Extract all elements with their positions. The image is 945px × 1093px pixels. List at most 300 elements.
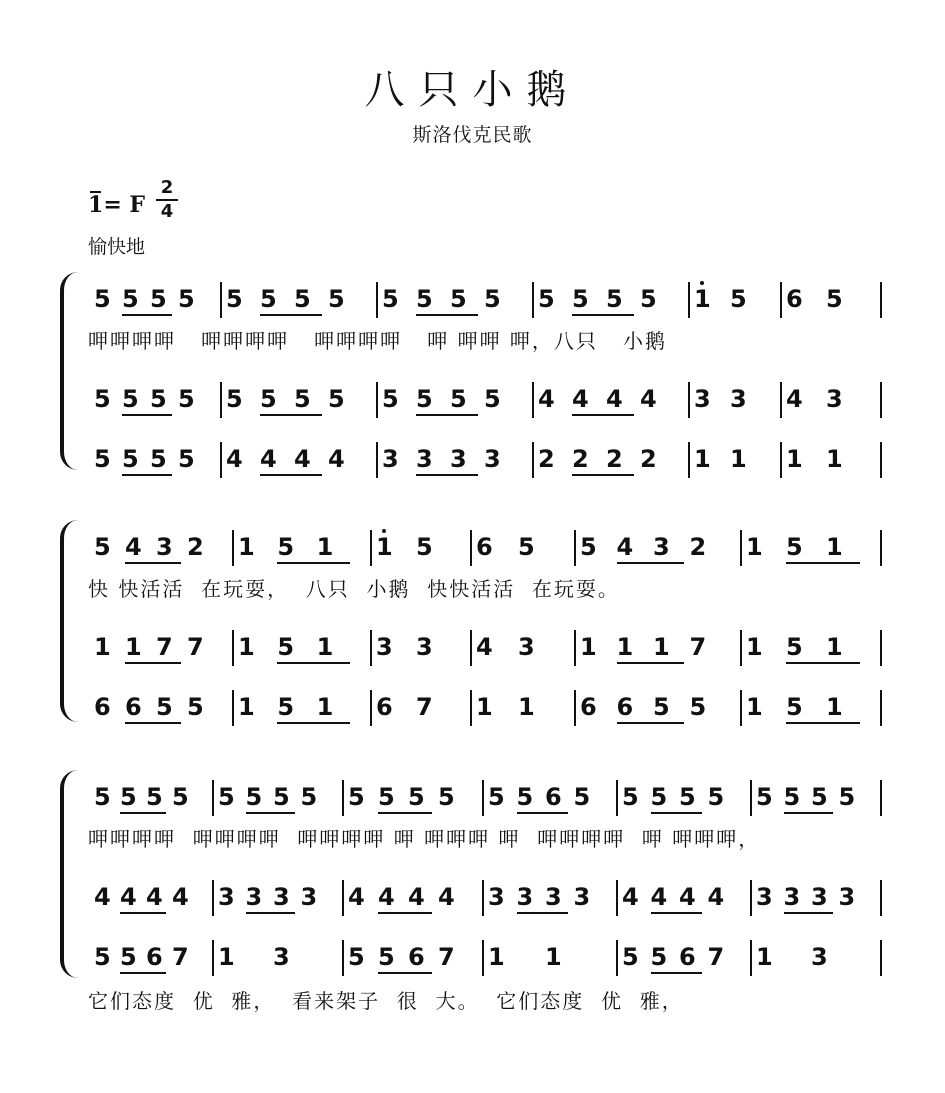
barline [616, 940, 618, 976]
note: 5 [150, 285, 167, 313]
measure [616, 778, 750, 818]
note: 5 [416, 285, 433, 313]
barline [482, 940, 484, 976]
barline [750, 780, 752, 816]
measure [88, 440, 220, 480]
beam [246, 812, 295, 814]
barline [750, 940, 752, 976]
note: 5 [408, 783, 425, 811]
note: 5 [640, 285, 657, 313]
note: 4 [226, 445, 243, 473]
barline [212, 880, 214, 916]
barline [740, 690, 742, 726]
note: 3 [488, 883, 505, 911]
note: 3 [484, 445, 501, 473]
note: 5 [580, 533, 597, 561]
barline [370, 690, 372, 726]
note: 3 [545, 883, 562, 911]
measure [232, 628, 370, 668]
beam [416, 414, 478, 416]
note: 5 [786, 533, 803, 561]
note: 1 [316, 633, 334, 661]
note: 5 [450, 385, 467, 413]
barline [616, 880, 618, 916]
note: 3 [245, 883, 263, 911]
barline [688, 442, 690, 478]
measure [470, 628, 574, 668]
note: 2 [538, 445, 555, 473]
beam [277, 722, 350, 724]
beam [651, 972, 702, 974]
beam [246, 912, 295, 914]
measure [470, 688, 574, 728]
key-degree: 1 [88, 192, 104, 218]
beam [416, 314, 478, 316]
note: 3 [516, 883, 534, 911]
note: 5 [786, 693, 803, 721]
note: 3 [811, 883, 828, 911]
barline [880, 780, 882, 816]
note: 5 [294, 285, 311, 313]
barline [232, 690, 234, 726]
note: 1 [786, 445, 803, 473]
note: 4 [786, 385, 803, 413]
lyric-row [0, 824, 945, 854]
measure [88, 628, 232, 668]
measure [780, 440, 880, 480]
measure [740, 628, 880, 668]
note: 5 [328, 285, 345, 313]
page-title: 八只小鹅 [364, 67, 581, 113]
note: 4 [606, 385, 623, 413]
measure [688, 380, 780, 420]
note: 5 [826, 285, 843, 313]
barline [688, 282, 690, 318]
note: 2 [689, 533, 707, 561]
note: 1 [238, 633, 255, 661]
barline [342, 880, 344, 916]
measure [616, 938, 750, 978]
beam [378, 972, 432, 974]
staff-row [0, 380, 945, 420]
staff-row [0, 878, 945, 918]
note: 3 [518, 633, 535, 661]
note: 1 [746, 633, 763, 661]
barline [740, 630, 742, 666]
note: 6 [679, 943, 696, 971]
note: 5 [300, 783, 318, 811]
measure [212, 938, 342, 978]
note: 1 [518, 693, 535, 721]
beam [120, 912, 166, 914]
measure [232, 688, 370, 728]
note: 1 [746, 533, 763, 561]
note: 5 [382, 285, 399, 313]
note: 5 [277, 633, 295, 661]
measure [482, 938, 616, 978]
note: 5 [348, 943, 365, 971]
note: 1 [756, 943, 773, 971]
note: 3 [300, 883, 318, 911]
beam [122, 474, 172, 476]
beam [517, 912, 568, 914]
note: 5 [488, 783, 505, 811]
note: 5 [783, 783, 801, 811]
barline [532, 282, 534, 318]
note: 5 [146, 783, 163, 811]
tempo-marking: 愉快地 [88, 236, 146, 258]
measure [342, 938, 482, 978]
note: 7 [172, 943, 189, 971]
beam [416, 474, 478, 476]
note: 2 [187, 533, 204, 561]
note: 1 [616, 633, 634, 661]
note: 5 [416, 533, 433, 561]
note: 1 [826, 445, 843, 473]
note: 5 [416, 385, 433, 413]
note: 5 [94, 445, 111, 473]
note: 5 [94, 943, 111, 971]
barline [470, 690, 472, 726]
note: 5 [538, 285, 555, 313]
staff-row [0, 528, 945, 568]
note: 5 [277, 693, 295, 721]
beam [617, 722, 684, 724]
note: 4 [378, 883, 395, 911]
beam [786, 562, 860, 564]
note: 5 [150, 385, 167, 413]
note: 2 [640, 445, 657, 473]
beam [378, 912, 432, 914]
note: 1 [476, 693, 493, 721]
measure [88, 688, 232, 728]
measure [574, 628, 740, 668]
note: 4 [260, 445, 277, 473]
barline [370, 530, 372, 566]
beam [572, 314, 634, 316]
note: 4 [172, 883, 189, 911]
barline [482, 780, 484, 816]
note: 6 [545, 783, 562, 811]
note: 3 [811, 943, 828, 971]
barline [532, 442, 534, 478]
measure [370, 528, 470, 568]
note: 5 [382, 385, 399, 413]
note: 5 [378, 783, 395, 811]
note: 4 [348, 883, 365, 911]
note: 7 [689, 633, 707, 661]
note: 3 [756, 883, 773, 911]
measure [532, 280, 688, 320]
staff-row [0, 778, 945, 818]
lyric-text: 呷呷呷呷 呷呷呷呷 呷呷呷呷 呷 呷呷呷 呷 呷呷呷呷 呷 呷呷呷， [88, 827, 761, 851]
beam [125, 562, 181, 564]
note: 1 [826, 633, 843, 661]
staff-row [0, 688, 945, 728]
note: 4 [476, 633, 493, 661]
barline [232, 530, 234, 566]
note: 5 [689, 693, 707, 721]
lyric-text: 快 快活活 在玩耍， 八只 小鹅 快快活活 在玩耍。 [88, 577, 620, 601]
note: 3 [450, 445, 467, 473]
note: 5 [484, 285, 501, 313]
measure [688, 440, 780, 480]
key-signature [88, 192, 145, 218]
measure [220, 280, 376, 320]
note: 3 [694, 385, 711, 413]
beam [517, 812, 568, 814]
note: 5 [178, 285, 195, 313]
note: 5 [178, 445, 195, 473]
note: 4 [120, 883, 137, 911]
beam [122, 314, 172, 316]
note: 5 [516, 783, 534, 811]
note: 5 [122, 285, 139, 313]
note: 5 [622, 943, 639, 971]
measure [532, 380, 688, 420]
note: 4 [640, 385, 657, 413]
note: 6 [94, 693, 111, 721]
note: 7 [438, 943, 455, 971]
barline [780, 382, 782, 418]
note: 3 [573, 883, 591, 911]
barline [880, 690, 882, 726]
note: 4 [408, 883, 425, 911]
measure [88, 938, 212, 978]
beam [651, 912, 702, 914]
measure [370, 688, 470, 728]
measure [232, 528, 370, 568]
barline [574, 690, 576, 726]
barline [880, 940, 882, 976]
page-subtitle: 斯洛伐克民歌 [412, 124, 533, 146]
note: 6 [616, 693, 634, 721]
note: 7 [416, 693, 433, 721]
beam [784, 812, 833, 814]
note: 4 [294, 445, 311, 473]
measure [750, 778, 880, 818]
note: 6 [125, 693, 142, 721]
note: 5 [348, 783, 365, 811]
staff-row [0, 938, 945, 978]
time-numerator: 2 [160, 177, 174, 198]
measure [616, 878, 750, 918]
note: 5 [120, 783, 137, 811]
note: 3 [273, 943, 290, 971]
beam [260, 414, 322, 416]
barline [342, 940, 344, 976]
note: 5 [786, 633, 803, 661]
measure [212, 878, 342, 918]
note: 5 [518, 533, 535, 561]
note: 3 [382, 445, 399, 473]
note: 5 [156, 693, 173, 721]
note: 4 [438, 883, 455, 911]
note: 3 [826, 385, 843, 413]
measure [376, 280, 532, 320]
barline [470, 530, 472, 566]
beam [617, 562, 684, 564]
note: 6 [580, 693, 597, 721]
lyric-row [0, 574, 945, 604]
score-system [0, 510, 945, 732]
barline [880, 382, 882, 418]
note: 5 [679, 783, 696, 811]
barline [376, 442, 378, 478]
note: 3 [416, 445, 433, 473]
note: 1 [694, 445, 711, 473]
note: 5 [650, 943, 668, 971]
note: 1 [376, 533, 393, 561]
note: 5 [707, 783, 725, 811]
barline [780, 442, 782, 478]
beam [786, 662, 860, 664]
barline [750, 880, 752, 916]
beam [120, 812, 166, 814]
staff-row [0, 280, 945, 320]
note: 7 [707, 943, 725, 971]
note: 2 [606, 445, 623, 473]
note: 4 [146, 883, 163, 911]
note: 5 [277, 533, 295, 561]
note: 5 [226, 285, 243, 313]
note: 5 [622, 783, 639, 811]
barline [574, 530, 576, 566]
note: 5 [187, 693, 204, 721]
note: 7 [187, 633, 204, 661]
measure [482, 878, 616, 918]
measure [740, 528, 880, 568]
note: 3 [838, 883, 856, 911]
note: 5 [572, 285, 589, 313]
barline [232, 630, 234, 666]
note: 5 [260, 385, 277, 413]
note: 4 [650, 883, 668, 911]
measure [88, 280, 220, 320]
measure [220, 380, 376, 420]
note: 4 [616, 533, 634, 561]
note: 4 [679, 883, 696, 911]
measure [574, 528, 740, 568]
measure [740, 688, 880, 728]
measure [750, 878, 880, 918]
measure [342, 778, 482, 818]
barline [220, 382, 222, 418]
note: 1 [826, 533, 843, 561]
note: 7 [156, 633, 173, 661]
note: 5 [178, 385, 195, 413]
note: 1 [488, 943, 505, 971]
note: 3 [273, 883, 290, 911]
measure [212, 778, 342, 818]
note: 5 [218, 783, 235, 811]
measure [370, 628, 470, 668]
note: 5 [273, 783, 290, 811]
note: 4 [538, 385, 555, 413]
measure [750, 938, 880, 978]
barline [880, 630, 882, 666]
note: 1 [316, 693, 334, 721]
note: 5 [378, 943, 395, 971]
note: 5 [245, 783, 263, 811]
barline [880, 282, 882, 318]
note: 1 [94, 633, 111, 661]
measure [780, 280, 880, 320]
note: 6 [786, 285, 803, 313]
measure [482, 778, 616, 818]
note: 3 [416, 633, 433, 661]
beam [617, 662, 684, 664]
note: 1 [545, 943, 562, 971]
note: 6 [376, 693, 393, 721]
note: 5 [172, 783, 189, 811]
beam [786, 722, 860, 724]
note: 6 [476, 533, 493, 561]
measure [532, 440, 688, 480]
note: 1 [730, 445, 747, 473]
barline [342, 780, 344, 816]
note: 5 [650, 783, 668, 811]
beam [125, 662, 181, 664]
note: 1 [826, 693, 843, 721]
note: 5 [328, 385, 345, 413]
note: 5 [484, 385, 501, 413]
note: 5 [120, 943, 137, 971]
barline [780, 282, 782, 318]
note: 3 [376, 633, 393, 661]
note: 5 [730, 285, 747, 313]
measure [342, 878, 482, 918]
note: 3 [156, 533, 173, 561]
beam [122, 414, 172, 416]
measure [88, 380, 220, 420]
barline [470, 630, 472, 666]
note: 5 [94, 783, 111, 811]
barline [574, 630, 576, 666]
staff-row [0, 440, 945, 480]
beam [651, 812, 702, 814]
barline [688, 382, 690, 418]
barline [212, 940, 214, 976]
measure [688, 280, 780, 320]
note: 6 [408, 943, 425, 971]
time-denominator: 4 [160, 201, 174, 222]
barline [532, 382, 534, 418]
note: 5 [94, 385, 111, 413]
note: 5 [653, 693, 670, 721]
note: 4 [94, 883, 111, 911]
measure [376, 440, 532, 480]
note: 4 [328, 445, 345, 473]
barline [212, 780, 214, 816]
beam [277, 562, 350, 564]
barline [880, 530, 882, 566]
beam [572, 474, 634, 476]
note: 4 [572, 385, 589, 413]
note: 5 [94, 533, 111, 561]
note: 1 [653, 633, 670, 661]
note: 5 [226, 385, 243, 413]
barline [880, 442, 882, 478]
note: 1 [746, 693, 763, 721]
lyric-text: 呷呷呷呷 呷呷呷呷 呷呷呷呷 呷 呷呷 呷，八只 小鹅 [88, 329, 668, 353]
note: 5 [756, 783, 773, 811]
beam [120, 972, 166, 974]
measure [88, 878, 212, 918]
barline [376, 382, 378, 418]
note: 5 [94, 285, 111, 313]
time-signature [156, 178, 178, 222]
